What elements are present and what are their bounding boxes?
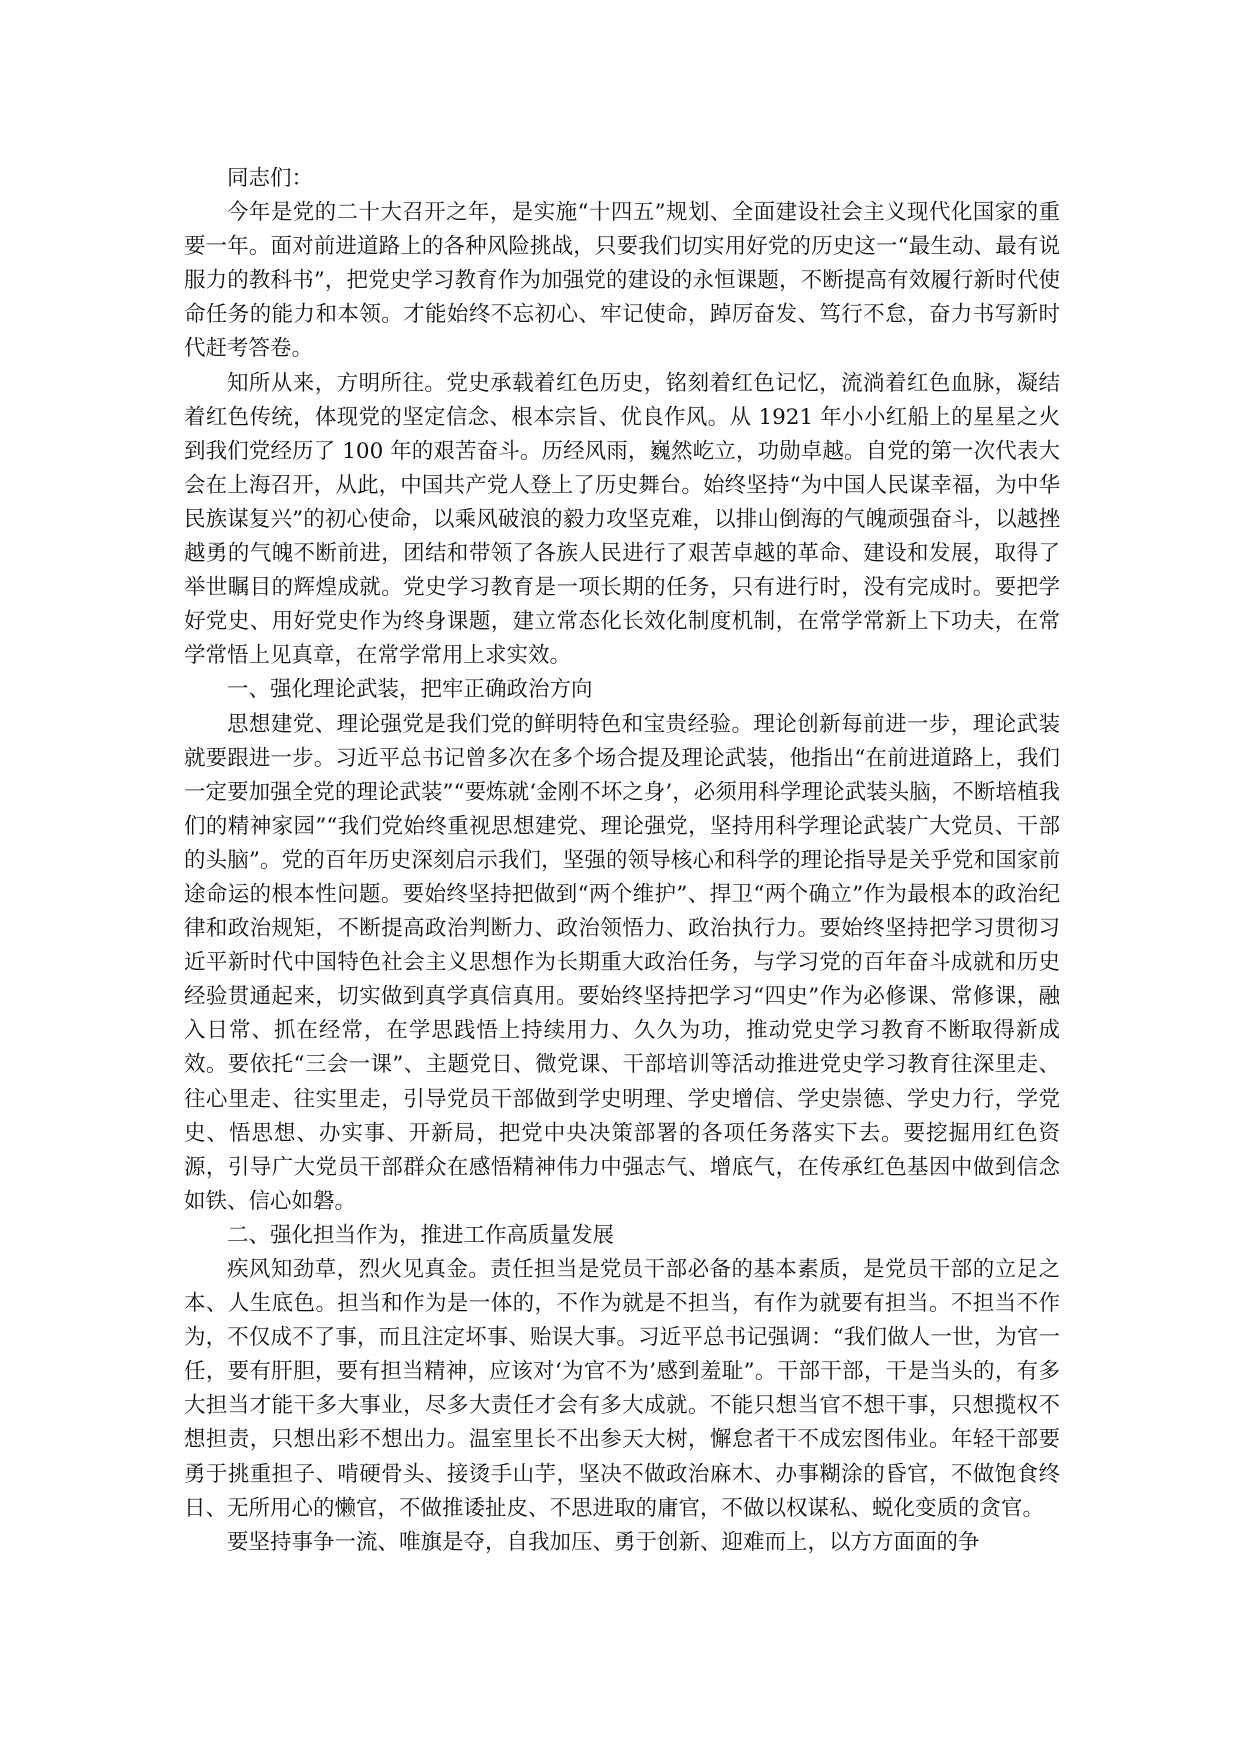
- section-2-paragraph-1: 疾风知劲草，烈火见真金。责任担当是党员干部必备的基本素质，是党员干部的立足之本、人生底色。担当和作为是一体的，不作为就是不担当，有作为就要有担当。不担当不作为，不仅成不了事，而且注定坏事、贻误大事。习近平总书记强调：“我们做人一世，为官一任，要有肝胆，要有担当精神，应该对‘为官不为’感到羞耻”。干部干部，干是当头的，有多大担当才能干多大事业，尽多大责任才会有多大成就。不能只想当官不想干事，只想揽权不想担责，只想出彩不想出力。温室里长不出参天大树，懈怠者干不成宏图伟业。年轻干部要勇于挑重担子、啃硬骨头、接烫手山芋，坚决不做政治麻木、办事糊涂的昏官，不做饱食终日、无所用心的懒官，不做推诿扯皮、不思进取的庸官，不做以权谋私、蜕化变质的贪官。: [184, 1257, 1060, 1521]
- intro-paragraph-1: 今年是党的二十大召开之年，是实施“十四五”规划、全面建设社会主义现代化国家的重要一年。面对前进道路上的各种风险挑战，只要我们切实用好党的历史这一“最生动、最有说服力的教科书”，把党史学习教育作为加强党的建设的永恒课题，不断提高有效履行新时代使命任务的能力和本领。才能始终不忘初心、牢记使命，踔厉奋发、笃行不怠，奋力书写新时代赶考答卷。: [184, 200, 1060, 362]
- section-2-paragraph-2: 要坚持事争一流、唯旗是夺，自我加压、勇于创新、迎难而上，以方方面面的争: [227, 1529, 980, 1555]
- salutation: 同志们：: [227, 166, 314, 191]
- section-1-paragraph: 思想建党、理论强党是我们党的鲜明特色和宝贵经验。理论创新每前进一步，理论武装就要跟进一步。习近平总书记曾多次在多个场合提及理论武装，他指出“在前进道路上，我们一定要加强全党的理论武装”“要炼就‘金刚不坏之身’，必须用科学理论武装头脑，不断培植我们的精神家园”“我们党始终重视思想建党、理论强党，坚持用科学理论武装广大党员、干部的头脑”。党的百年历史深刻启示我们，坚强的领导核心和科学的理论指导是关乎党和国家前途命运的根本性问题。要始终坚持把做到“两个维护”、捍卫“两个确立”作为最根本的政治纪律和政治规矩，不断提高政治判断力、政治领悟力、政治执行力。要始终坚持把学习贯彻习近平新时代中国特色社会主义思想作为长期重大政治任务，与学习党的百年奋斗成就和历史经验贯通起来，切实做到真学真信真用。要始终坚持把学习“四史”作为必修课、常修课，融入日常、抓在经常，在学思践悟上持续用力、久久为功，推动党史学习教育不断取得新成效。要依托“三会一课”、主题党日、微党课、干部培训等活动推进党史学习教育往深里走、往心里走、往实里走，引导党员干部做到学史明理、学史增信、学史崇德、学史力行，学党史、悟思想、办实事、开新局，把党中央决策部署的各项任务落实下去。要挖掘用红色资源，引导广大党员干部群众在感悟精神伟力中强志气、增底气，在传承红色基因中做到信念如铁、信心如磐。: [184, 711, 1060, 1214]
- section-2-heading: 二、强化担当作为，推进工作高质量发展: [227, 1222, 615, 1248]
- section-1-heading: 一、强化理论武装，把牢正确政治方向: [227, 677, 593, 703]
- document-body: [184, 162, 1060, 1560]
- intro-paragraph-2: 知所从来，方明所往。党史承载着红色历史，铭刻着红色记忆，流淌着红色血脉，凝结着红色传统，体现党的坚定信念、根本宗旨、优良作风。从 1921 年小小红船上的星星之火到我们党经历了 100 年的艰苦奋斗。历经风雨，巍然屹立，功勋卓越。自党的第一次代表大会在上海召开，从此，中国共产党人登上了历史舞台。始终坚持“为中国人民谋幸福，为中华民族谋复兴”的初心使命，以乘风破浪的毅力攻坚克难，以排山倒海的气魄顽强奋斗，以越挫越勇的气魄不断前进，团结和带领了各族人民进行了艰苦卓越的革命、建设和发展，取得了举世瞩目的辉煌成就。党史学习教育是一项长期的任务，只有进行时，没有完成时。要把学好党史、用好党史作为终身课题，建立常态化长效化制度机制，在常学常新上下功夫，在常学常悟上见真章，在常学常用上求实效。: [184, 370, 1060, 669]
